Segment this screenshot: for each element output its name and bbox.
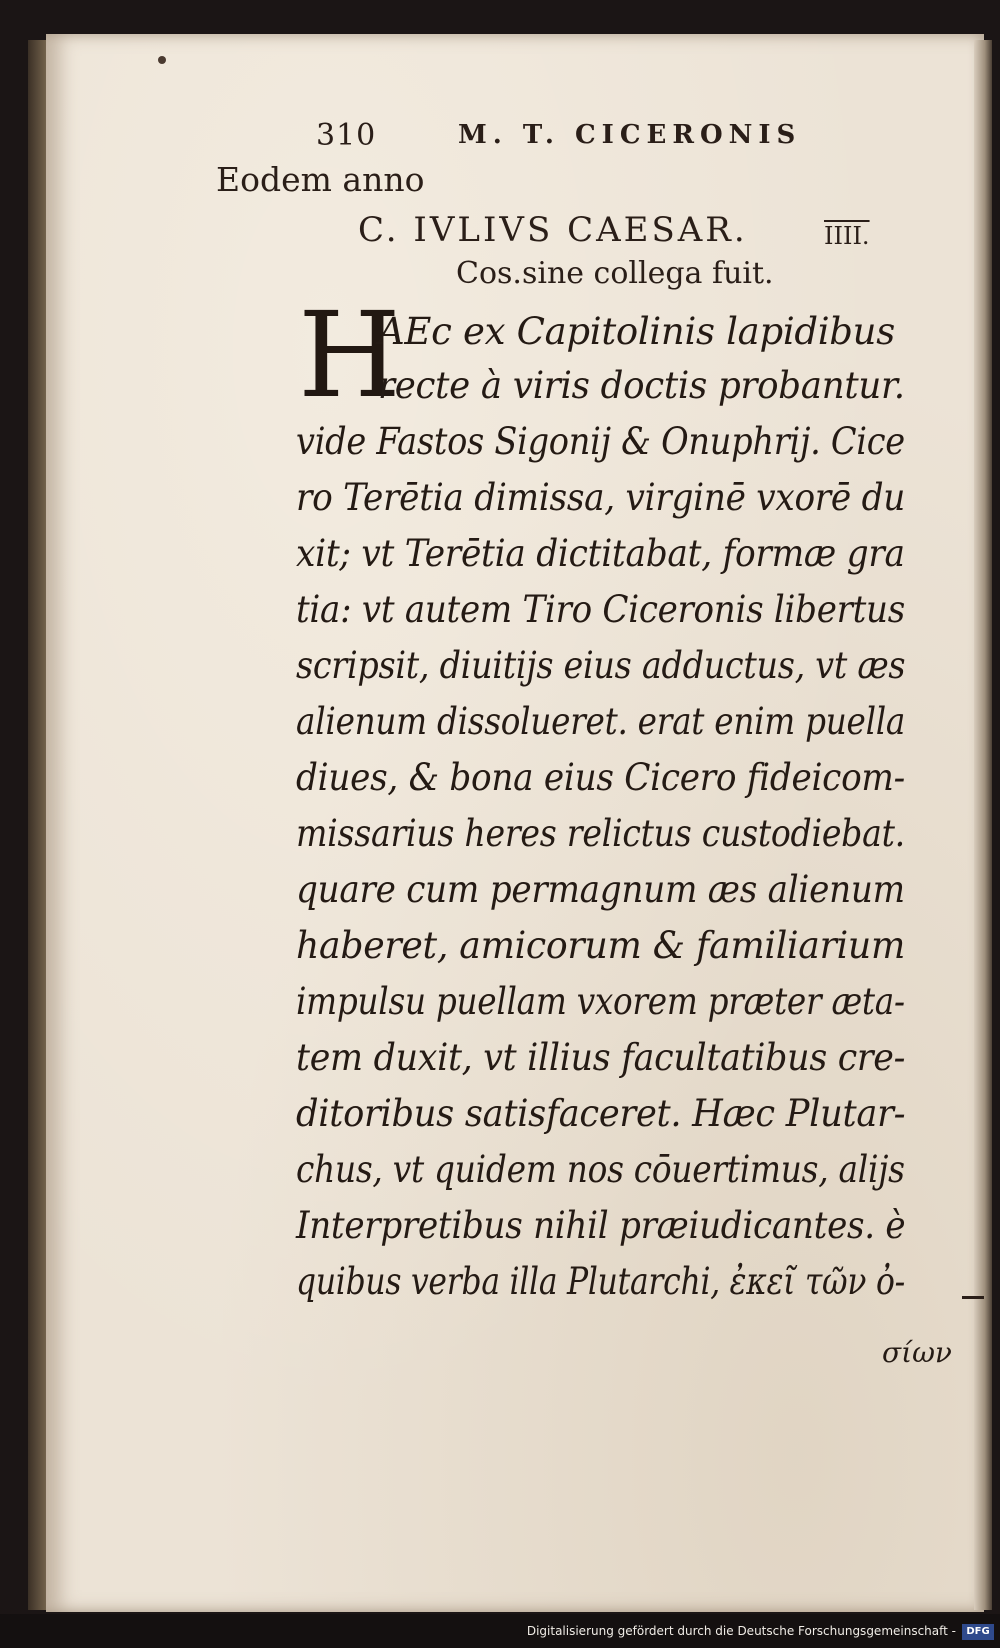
ink-speck	[158, 56, 166, 64]
heading-eodem-anno: Eodem anno	[216, 160, 425, 199]
body-line: ditoribus satisfaceret. Hæc Plutar-	[296, 1092, 906, 1135]
page-number: 310	[316, 118, 377, 153]
margin-mark	[962, 1296, 984, 1299]
body-line: xit; vt Terētia dictitabat, formæ gra	[296, 532, 905, 575]
footer-bar	[0, 1614, 1000, 1648]
running-head: M. T. CICERONIS	[458, 120, 802, 150]
body-line: tem duxit, vt illius facultatibus cre-	[296, 1036, 906, 1079]
heading-caesar: C. IVLIVS CAESAR.	[358, 210, 748, 250]
body-line: alienum dissolueret. erat enim puella	[296, 700, 906, 743]
body-line: chus, vt quidem nos cōuertimus, alijs	[296, 1148, 905, 1191]
body-line: scripsit, diuitijs eius adductus, vt æs	[296, 644, 906, 687]
heading-numeral: IIII.	[824, 222, 870, 250]
dfg-logo: DFG	[962, 1624, 994, 1640]
page-header	[316, 118, 836, 158]
body-line: haberet, amicorum & familiarium	[296, 924, 906, 967]
catchword: σίων	[882, 1336, 952, 1369]
drop-cap-initial: H	[298, 286, 401, 424]
body-line: recte à viris doctis probantur.	[378, 364, 905, 407]
body-line: AEc ex Capitolinis lapidibus	[378, 310, 895, 353]
heading-cos: Cos.sine collega fuit.	[456, 256, 774, 291]
footer-credit: Digitalisierung gefördert durch die Deutsche Forschungsgemeinschaft -	[526, 1624, 956, 1638]
body-line: missarius heres relictus custodiebat.	[296, 812, 905, 855]
body-line: quare cum permagnum æs alienum	[296, 868, 905, 911]
body-line: impulsu puellam vxorem præter æta-	[296, 980, 905, 1023]
body-line: quibus verba illa Plutarchi, ἐκεῖ τῶν ὀ-	[296, 1260, 905, 1303]
body-line: ro Terētia dimissa, virginē vxorē du	[296, 476, 906, 519]
book-right-edge	[974, 40, 992, 1610]
body-line: Interpretibus nihil præiudicantes. è	[296, 1204, 906, 1247]
body-line: tia: vt autem Tiro Ciceronis libertus	[296, 588, 905, 631]
body-line: diues, & bona eius Cicero fideicom-	[296, 756, 905, 799]
body-line: vide Fastos Sigonij & Onuphrij. Cice	[296, 420, 905, 463]
